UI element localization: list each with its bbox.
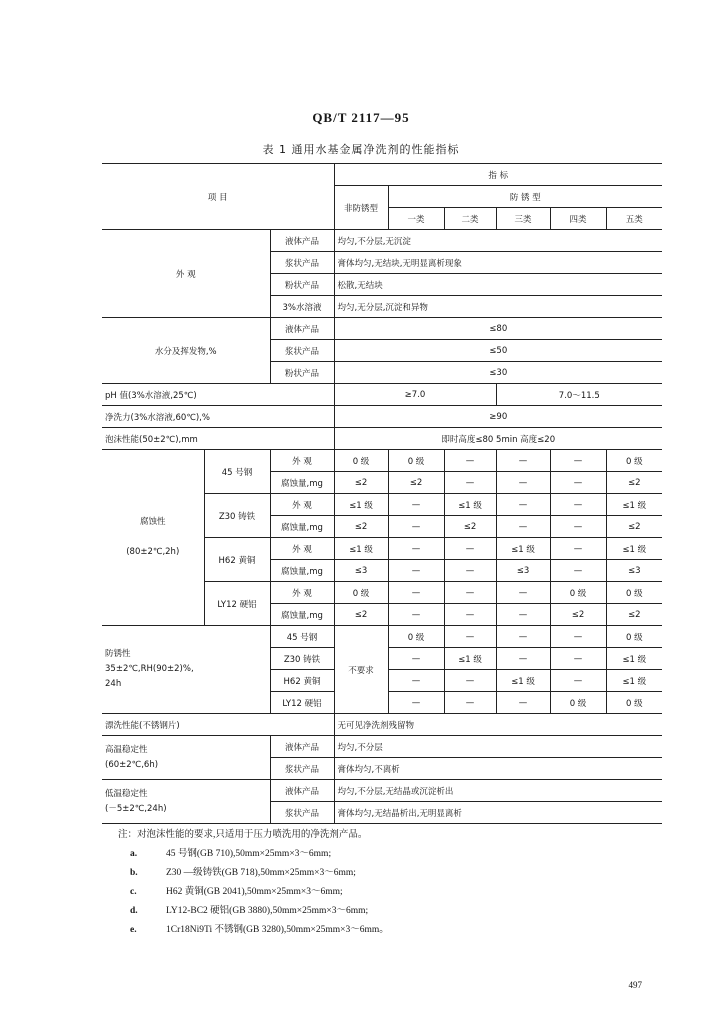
rinse-value: 无可见净洗剂残留物 <box>334 714 662 736</box>
cell: ≤1 级 <box>606 648 662 670</box>
cell: — <box>444 450 496 472</box>
antirust-label-1: 防锈性 <box>105 649 131 659</box>
not-required: 不要求 <box>334 626 388 714</box>
cell: — <box>496 582 550 604</box>
cell: 0 级 <box>334 450 388 472</box>
row-sub: 液体产品 <box>270 318 334 340</box>
cell: — <box>550 626 606 648</box>
detergency-label: 净洗力(3%水溶液,60℃),% <box>102 406 334 428</box>
high-temp-label-1: 高温稳定性 <box>105 744 148 755</box>
cell: 0 级 <box>334 582 388 604</box>
note-item <box>118 883 658 902</box>
cell: ≤1 级 <box>606 494 662 516</box>
cell: — <box>444 582 496 604</box>
cell: 0 级 <box>550 692 606 714</box>
cell: 0 级 <box>606 582 662 604</box>
cell: — <box>496 516 550 538</box>
row-sub: 45 号钢 <box>270 626 334 648</box>
note-item <box>118 902 658 921</box>
note-item <box>118 921 658 940</box>
cell: — <box>496 472 550 494</box>
antirust-label <box>102 626 270 714</box>
row-sub: 液体产品 <box>270 736 334 758</box>
cell: — <box>496 648 550 670</box>
performance-table <box>102 163 662 824</box>
ph-value-2: 7.0～11.5 <box>496 384 662 406</box>
note-letter: e. <box>130 925 137 935</box>
standard-header: QB/T 2117—95 <box>312 110 410 125</box>
page-number: 497 <box>628 980 642 990</box>
note-letter: c. <box>130 887 137 897</box>
table-row <box>102 780 662 802</box>
note-item <box>118 845 658 864</box>
cell: ≤1 级 <box>606 670 662 692</box>
row-sub: 液体产品 <box>270 780 334 802</box>
high-temp-label <box>102 736 270 780</box>
low-temp-label <box>102 780 270 824</box>
row-value: ≤30 <box>334 362 662 384</box>
cell: 0 级 <box>606 626 662 648</box>
cell: ≤1 级 <box>444 494 496 516</box>
cell: — <box>444 670 496 692</box>
row-value: ≤80 <box>334 318 662 340</box>
table-title: 表 1 通用水基金属净洗剂的性能指标 <box>262 143 460 156</box>
cell: — <box>550 538 606 560</box>
antirust-label-3: 24h <box>105 679 122 689</box>
table-row <box>102 318 662 340</box>
note-text: Z30 —级铸铁(GB 718),50mm×25mm×3～6mm; <box>166 868 356 878</box>
cell: — <box>444 604 496 626</box>
cell: — <box>444 472 496 494</box>
row-sub: H62 黄铜 <box>270 670 334 692</box>
row-value: 膏体均匀,不离析 <box>334 758 662 780</box>
row-sub: 腐蚀量,mg <box>270 516 334 538</box>
header-row-1 <box>102 164 662 186</box>
row-sub: 外 观 <box>270 538 334 560</box>
cell: ≤2 <box>334 472 388 494</box>
performance-table-wrap <box>102 163 662 824</box>
header-rust: 防 锈 型 <box>388 186 662 208</box>
class-5: 五类 <box>606 208 662 230</box>
cell: — <box>388 538 444 560</box>
note-letter: d. <box>130 906 138 916</box>
cell: ≤2 <box>606 604 662 626</box>
rinse-label: 漂洗性能(不锈钢片) <box>102 714 334 736</box>
cell: ≤2 <box>606 472 662 494</box>
cell: 0 级 <box>606 450 662 472</box>
row-value: 均匀,无分层,沉淀和异物 <box>334 296 662 318</box>
cell: — <box>550 472 606 494</box>
cell: — <box>388 648 444 670</box>
row-sub: 腐蚀量,mg <box>270 472 334 494</box>
cell: ≤3 <box>606 560 662 582</box>
row-sub: 浆状产品 <box>270 758 334 780</box>
header-item: 项 目 <box>102 164 334 230</box>
cell: ≤2 <box>334 516 388 538</box>
row-value: 膏体均匀,无结晶析出,无明显离析 <box>334 802 662 824</box>
row-sub: 浆状产品 <box>270 340 334 362</box>
cell: — <box>550 648 606 670</box>
cell: — <box>550 450 606 472</box>
cell: — <box>388 560 444 582</box>
table-row <box>102 450 662 472</box>
cell: — <box>550 516 606 538</box>
moisture-label: 水分及挥发物,% <box>102 318 270 384</box>
table-row <box>102 428 662 450</box>
cell: — <box>388 582 444 604</box>
row-sub: Z30 铸铁 <box>270 648 334 670</box>
cell: — <box>444 626 496 648</box>
cell: — <box>388 670 444 692</box>
note-text: 45 号钢(GB 710),50mm×25mm×3～6mm; <box>166 849 332 859</box>
corrosion-label <box>102 450 204 626</box>
low-temp-label-2: (－5±2℃,24h) <box>105 803 167 814</box>
row-sub: 3%水溶液 <box>270 296 334 318</box>
cell: ≤2 <box>444 516 496 538</box>
class-1: 一类 <box>388 208 444 230</box>
row-value: 松散,无结块 <box>334 274 662 296</box>
class-4: 四类 <box>550 208 606 230</box>
row-sub: 液体产品 <box>270 230 334 252</box>
metal-name: H62 黄铜 <box>204 538 270 582</box>
row-sub: 腐蚀量,mg <box>270 604 334 626</box>
row-sub: 粉状产品 <box>270 362 334 384</box>
cell: ≤2 <box>388 472 444 494</box>
cell: ≤1 级 <box>334 538 388 560</box>
appearance-label: 外 观 <box>102 230 270 318</box>
cell: — <box>496 692 550 714</box>
cell: — <box>388 692 444 714</box>
class-3: 三类 <box>496 208 550 230</box>
cell: — <box>444 560 496 582</box>
cell: 0 级 <box>388 450 444 472</box>
cell: 0 级 <box>606 692 662 714</box>
cell: — <box>496 450 550 472</box>
metal-name: Z30 铸铁 <box>204 494 270 538</box>
low-temp-label-1: 低温稳定性 <box>105 788 148 799</box>
header-non-rust: 非防锈型 <box>334 186 388 230</box>
row-value: 均匀,不分层,无结晶或沉淀析出 <box>334 780 662 802</box>
ph-value-1: ≥7.0 <box>334 384 496 406</box>
table-row <box>102 714 662 736</box>
corrosion-label-1: 腐蚀性 <box>139 517 166 527</box>
cell: — <box>496 494 550 516</box>
cell: ≤2 <box>550 604 606 626</box>
row-sub: 浆状产品 <box>270 802 334 824</box>
table-row <box>102 230 662 252</box>
foam-label: 泡沫性能(50±2℃),mm <box>102 428 334 450</box>
metal-name: LY12 硬铝 <box>204 582 270 626</box>
metal-name: 45 号钢 <box>204 450 270 494</box>
row-sub: 腐蚀量,mg <box>270 560 334 582</box>
cell: ≤1 级 <box>606 538 662 560</box>
table-notes <box>118 826 658 940</box>
cell: — <box>388 604 444 626</box>
cell: — <box>550 670 606 692</box>
cell: ≤1 级 <box>444 648 496 670</box>
cell: ≤3 <box>334 560 388 582</box>
row-sub: 浆状产品 <box>270 252 334 274</box>
cell: 0 级 <box>388 626 444 648</box>
row-sub: 外 观 <box>270 450 334 472</box>
row-sub: LY12 硬铝 <box>270 692 334 714</box>
row-value: 膏体均匀,无结块,无明显离析现象 <box>334 252 662 274</box>
table-row <box>102 736 662 758</box>
note-text: LY12-BC2 硬铝(GB 3880),50mm×25mm×3～6mm; <box>166 906 369 916</box>
cell: ≤1 级 <box>496 670 550 692</box>
table-row <box>102 626 662 648</box>
row-sub: 外 观 <box>270 582 334 604</box>
antirust-label-2: 35±2℃,RH(90±2)%, <box>105 664 194 674</box>
cell: ≤1 级 <box>334 494 388 516</box>
cell: ≤3 <box>496 560 550 582</box>
cell: ≤2 <box>334 604 388 626</box>
corrosion-label-2: (80±2℃,2h) <box>126 547 180 557</box>
cell: 0 级 <box>550 582 606 604</box>
note-text: 1Cr18Ni9Ti 不锈钢(GB 3280),50mm×25mm×3～6mm。 <box>166 925 389 935</box>
ph-label: pH 值(3%水溶液,25℃) <box>102 384 334 406</box>
cell: — <box>496 604 550 626</box>
note-item <box>118 864 658 883</box>
cell: — <box>388 494 444 516</box>
row-sub: 外 观 <box>270 494 334 516</box>
row-value: ≤50 <box>334 340 662 362</box>
cell: ≤1 级 <box>496 538 550 560</box>
cell: — <box>496 626 550 648</box>
row-value: 均匀,不分层 <box>334 736 662 758</box>
row-value: 均匀,不分层,无沉淀 <box>334 230 662 252</box>
class-2: 二类 <box>444 208 496 230</box>
cell: ≤2 <box>606 516 662 538</box>
note-letter: a. <box>130 849 138 859</box>
table-row <box>102 406 662 428</box>
cell: — <box>444 692 496 714</box>
note-text: H62 黄铜(GB 2041),50mm×25mm×3～6mm; <box>166 887 343 897</box>
table-row <box>102 384 662 406</box>
notes-intro: 注：对泡沫性能的要求,只适用于压力喷洗用的净洗剂产品。 <box>118 830 368 840</box>
cell: — <box>550 560 606 582</box>
foam-value: 即时高度≤80 5min 高度≤20 <box>334 428 662 450</box>
cell: — <box>550 494 606 516</box>
row-sub: 粉状产品 <box>270 274 334 296</box>
detergency-value: ≥90 <box>334 406 662 428</box>
cell: — <box>444 538 496 560</box>
note-letter: b. <box>130 868 138 878</box>
high-temp-label-2: (60±2℃,6h) <box>105 759 159 770</box>
header-index: 指 标 <box>334 164 662 186</box>
cell: — <box>388 516 444 538</box>
